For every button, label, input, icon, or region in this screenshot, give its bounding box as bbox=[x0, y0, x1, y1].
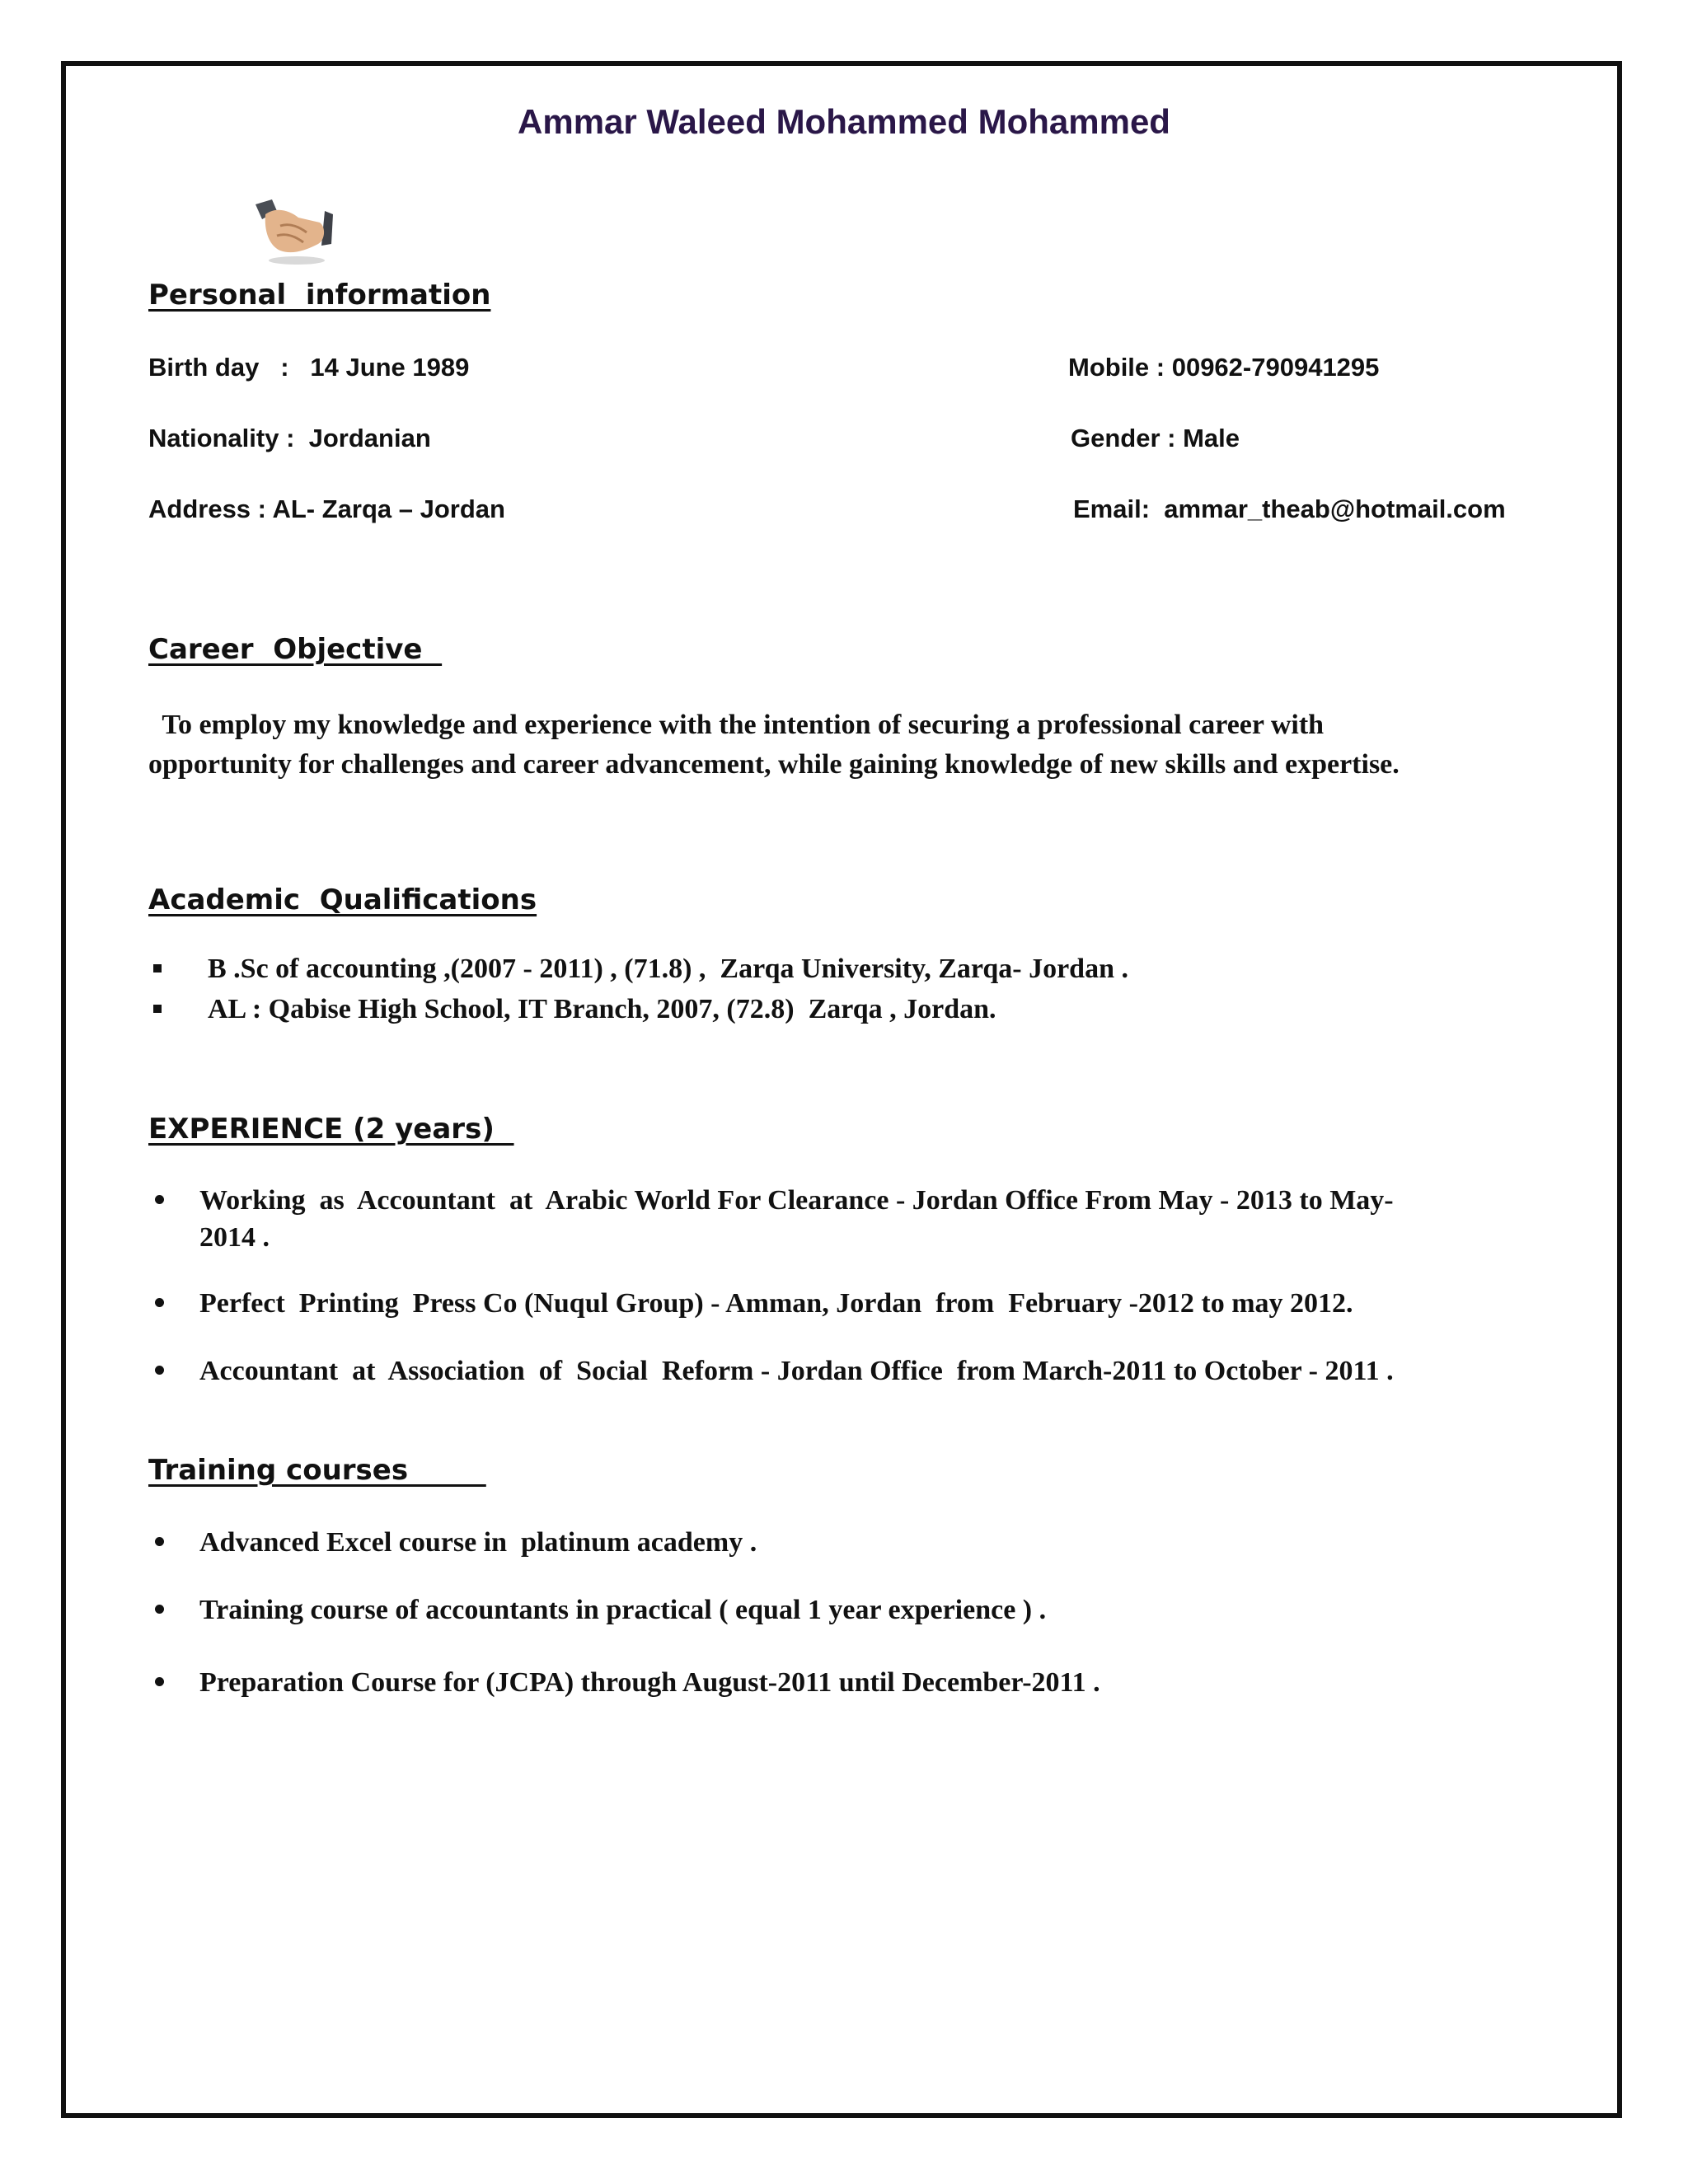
square-bullet-icon bbox=[153, 1005, 162, 1013]
mobile-field: Mobile : 00962-790941295 bbox=[1068, 353, 1380, 382]
square-bullet-icon bbox=[153, 964, 162, 972]
nationality-field: Nationality : Jordanian bbox=[148, 424, 431, 452]
experience-item-line-2: 2014 . bbox=[199, 1222, 270, 1253]
address-field: Address : AL- Zarqa – Jordan bbox=[148, 494, 505, 523]
experience-item-line-1: Perfect Printing Press Co (Nuqul Group) - Amman, Jordan from February -2012 to may 2012. bbox=[199, 1288, 1353, 1319]
career-objective-heading: Career Objective bbox=[148, 633, 443, 666]
training-item: Preparation Course for (JCPA) through August-2011 until December-2011 . bbox=[199, 1667, 1100, 1698]
academic-item: AL : Qabise High School, IT Branch, 2007, (72.8) Zarqa , Jordan. bbox=[208, 994, 996, 1024]
experience-item-line-1: Accountant at Association of Social Reform - Jordan Office from March-2011 to October - 2011 . bbox=[199, 1356, 1394, 1386]
training-item: Advanced Excel course in platinum academy . bbox=[199, 1527, 757, 1558]
academic-item: B .Sc of accounting ,(2007 - 2011) , (71.8) , Zarqa University, Zarqa- Jordan . bbox=[208, 954, 1128, 984]
resume-name: Ammar Waleed Mohammed Mohammed bbox=[518, 102, 1170, 141]
email-field: Email: ammar_theab@hotmail.com bbox=[1073, 494, 1506, 523]
bullet-icon bbox=[155, 1195, 164, 1204]
bullet-icon bbox=[155, 1677, 164, 1686]
training-courses-heading: Training courses bbox=[148, 1454, 486, 1487]
career-objective-line-1: To employ my knowledge and experience with the intention of securing a professional career with bbox=[148, 710, 1325, 740]
bullet-icon bbox=[155, 1298, 164, 1307]
bullet-icon bbox=[155, 1605, 164, 1614]
career-objective-line-2: opportunity for challenges and career advancement, while gaining knowledge of new skills and expertise. bbox=[148, 749, 1400, 780]
birth-day-field: Birth day : 14 June 1989 bbox=[148, 353, 470, 382]
bullet-icon bbox=[155, 1366, 164, 1375]
bullet-icon bbox=[155, 1537, 164, 1546]
personal-information-heading: Personal information bbox=[148, 279, 491, 312]
training-item: Training course of accountants in practical ( equal 1 year experience ) . bbox=[199, 1595, 1047, 1625]
academic-qualifications-heading: Academic Qualifications bbox=[148, 883, 537, 916]
experience-item-line-1: Working as Accountant at Arabic World For Clearance - Jordan Office From May - 2013 to May- bbox=[199, 1185, 1394, 1216]
experience-heading: EXPERIENCE (2 years) bbox=[148, 1113, 514, 1146]
handshake-icon bbox=[244, 194, 336, 265]
gender-field: Gender : Male bbox=[1071, 424, 1240, 452]
